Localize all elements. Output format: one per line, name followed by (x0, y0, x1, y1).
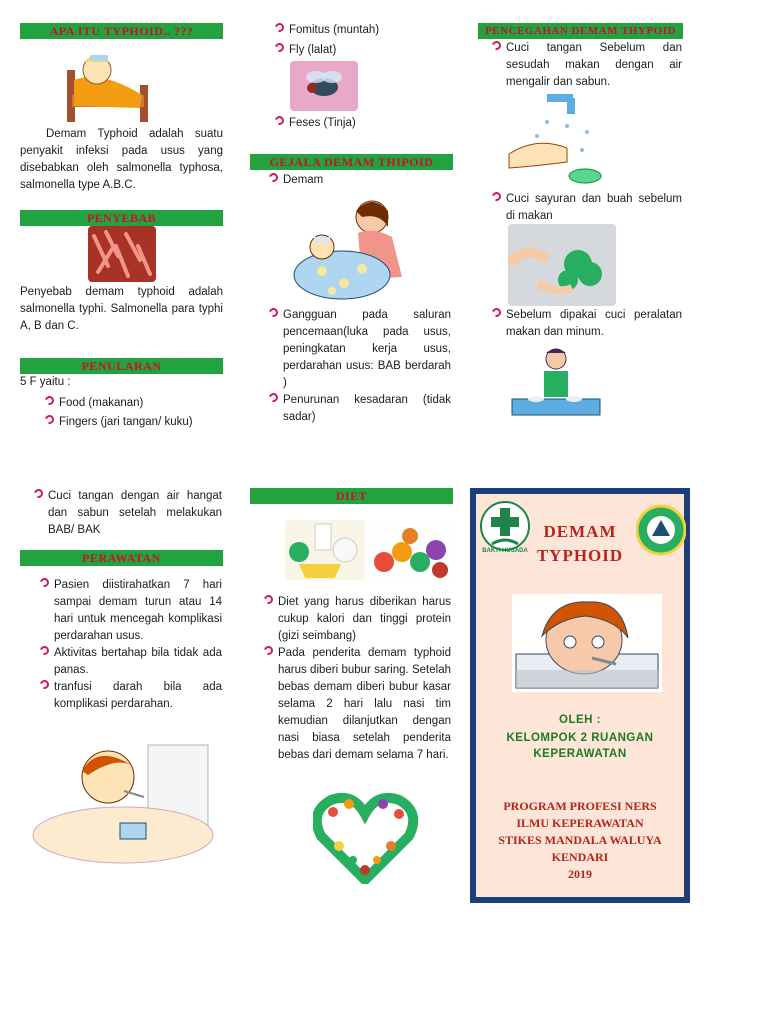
header-diet: DIET (250, 488, 453, 504)
bullet-icon (38, 644, 50, 656)
cover-title-line2: TYPHOID (536, 546, 624, 565)
cover-program-line2: ILMU KEPERAWATAN (516, 816, 644, 830)
list-item: Pasien diistirahatkan 7 hari sampai demam turun atau 14 hari untuk mencegah komplikasi perdarahan usus. (54, 577, 222, 645)
list-item: Cuci sayuran dan buah sebelum di makan (506, 191, 682, 225)
list-item: Food (makanan) (59, 395, 224, 412)
handwashing-illustration (507, 92, 607, 187)
list-item: Fomitus (muntah) (289, 22, 449, 39)
cover-program-line1: PROGRAM PROFESI NERS (503, 799, 657, 813)
cover-title-line1: DEMAM (543, 522, 617, 541)
bakti-husada-logo: BAKTI HUSADA (480, 500, 530, 558)
penyebab-paragraph: Penyebab demam typhoid adalah salmonella typhi. Salmonella para typhi A, B dan C. (20, 286, 223, 332)
list-item: tranfusi darah bila ada komplikasi perdarahan. (54, 679, 222, 713)
list-item: Fly (lalat) (289, 42, 449, 59)
mother-child-fever-illustration (292, 187, 410, 305)
cover-program-line3: STIKES MANDALA WALUYA (498, 833, 662, 847)
bullet-icon (273, 114, 285, 126)
sick-bed-illustration (62, 40, 152, 125)
list-item: Cuci tangan dengan air hangat dan sabun setelah melakukan BAB/ BAK (48, 488, 222, 539)
bullet-icon (273, 41, 285, 53)
header-penularan: PENULARAN (20, 358, 223, 374)
washing-vegetables-image (508, 224, 616, 306)
bullet-icon (43, 413, 55, 425)
bullet-icon (273, 21, 285, 33)
bullet-icon (490, 39, 502, 51)
cover-group-line2: KEPERAWATAN (533, 748, 627, 760)
cover-panel (470, 488, 690, 903)
bullet-icon (38, 576, 50, 588)
list-item: Diet yang harus diberikan harus cukup kalori dan tinggi protein (gizi seimbang) (278, 594, 451, 645)
dairy-food-image (285, 520, 365, 580)
fly-image (290, 61, 358, 111)
penularan-intro: 5 F yaitu : (20, 376, 71, 388)
header-perawatan: PERAWATAN (20, 550, 223, 566)
bullet-icon (267, 306, 279, 318)
cover-group-line1: KELOMPOK 2 RUANGAN (506, 732, 654, 744)
list-item: Demam (283, 172, 448, 189)
bacteria-image (88, 226, 156, 282)
bullet-icon (38, 678, 50, 690)
sick-child-in-bed-illustration (28, 725, 218, 865)
apa-itu-paragraph: Demam Typhoid adalah suatu penyakit infeksi pada usus yang disebabkan oleh salmonella typhosa, salmonella type A.B.C. (20, 128, 223, 191)
cover-oleh: OLEH : (559, 714, 601, 726)
list-item: Fingers (jari tangan/ kuku) (59, 414, 224, 431)
bullet-icon (32, 487, 44, 499)
bullet-icon (490, 306, 502, 318)
list-item: Aktivitas bertahap bila tidak ada panas. (54, 645, 222, 679)
list-item: Gangguan pada saluran pencemaan(luka pada usus, peningkatan kerja usus, perdarahan usus: BAB berdarah ) (283, 307, 451, 392)
vegetable-heart-image (313, 792, 418, 884)
bullet-icon (262, 593, 274, 605)
list-item: Sebelum dipakai cuci peralatan makan dan minum. (506, 307, 682, 341)
list-item: Pada penderita demam typhoid harus diberi bubur saring. Setelah bebas demam diberi bubur kasar selama 2 hari lalu nasi tim kemudian dilanjutkan dengan nasi biasa setelah penderita bebas dari demam selama 7 hari. (278, 645, 451, 764)
header-gejala: GEJALA DEMAM THIPOID (250, 154, 453, 170)
header-penyebab: PENYEBAB (20, 210, 223, 226)
bullet-icon (262, 644, 274, 656)
bullet-icon (43, 394, 55, 406)
header-pencegahan: PENCEGAHAN DEMAM THYPOID (478, 23, 683, 39)
cover-program-line4: KENDARI (551, 850, 609, 864)
list-item: Feses (Tinja) (289, 115, 449, 132)
list-item: Penurunan kesadaran (tidak sadar) (283, 392, 451, 426)
cover-year: 2019 (568, 867, 592, 881)
header-apa-itu-typhoid: APA ITU TYPHOID.. ??? (20, 23, 223, 39)
list-item: Cuci tangan Sebelum dan sesudah makan dengan air mengalir dan sabun. (506, 40, 682, 91)
washing-dishes-illustration (508, 345, 604, 425)
bullet-icon (267, 391, 279, 403)
bullet-icon (490, 190, 502, 202)
fruits-vegetables-image (370, 522, 452, 582)
sick-girl-illustration (512, 594, 662, 692)
bullet-icon (267, 171, 279, 183)
